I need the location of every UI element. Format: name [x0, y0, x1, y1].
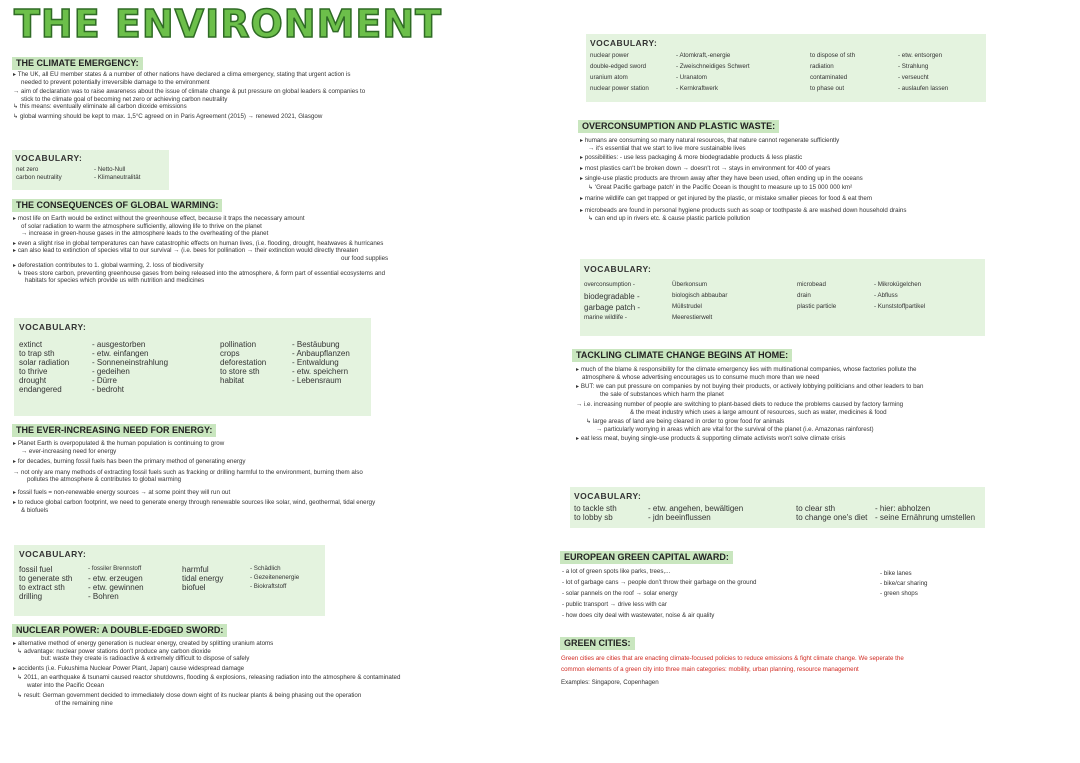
text-line: ▸ humans are consuming so many natural resources, that nature cannot regenerate sufficiently [580, 137, 840, 144]
vocab-translation: - Strahlung [898, 63, 929, 70]
vocab-translation: - auslaufen lassen [898, 85, 949, 92]
vocab-translation: - Biokraftstoff [250, 583, 287, 590]
vocab-de-col [676, 52, 750, 96]
vocab-term: to clear sth [796, 504, 836, 513]
vocab-translation: - gedeihen [92, 367, 130, 376]
vocab-term: net zero [16, 166, 39, 173]
vocab-en-col-2 [810, 52, 855, 96]
text-line: ↳ trees store carbon, preventing greenhouse gases from being released into the atmosphere, & form part of essential ecosystems and [17, 269, 386, 277]
text-line: ▸ The UK, all EU member states & a number of other nations have declared a clima emergency, stating that urgent action is [13, 71, 351, 78]
nuclear-heading: NUCLEAR POWER: A DOUBLE-EDGED SWORD: [12, 624, 227, 637]
text-line: needed to prevent potentially irreversible damage to the environment [21, 78, 210, 86]
vocab-translation: Müllstrudel [672, 303, 702, 310]
text-line: & the meat industry which uses a large amount of resources, such as water, medicines & food [630, 408, 887, 416]
text-line: ↳ 'Great Pacific garbage patch' in the Pacific Ocean is thought to measure up to 15 000 000 km² [588, 183, 853, 191]
vocab-en-col [590, 52, 649, 96]
vocab-term: to store sth [220, 367, 260, 376]
list-item: - green shops [880, 590, 918, 597]
vocab-translation: - seine Ernährung umstellen [875, 513, 976, 522]
vocab-term: radiation [810, 63, 834, 70]
vocab-term: extinct [19, 340, 43, 349]
text-line: → not only are many methods of extracting fossil fuels such as fracking or drilling harmful to the environment, burning them also [13, 468, 363, 476]
vocab-term: to thrive [19, 367, 48, 376]
vocab-translation: - Kunststoffpartikel [874, 303, 926, 310]
vocab-translation: - fossiler Brennstoff [88, 565, 142, 572]
vocab-term: harmful [182, 565, 209, 574]
vocab-term: nuclear power station [590, 85, 649, 92]
vocab-title: VOCABULARY: [15, 153, 83, 163]
overconsumption-text [580, 137, 906, 223]
text-line: → aim of declaration was to raise awareness about the issue of climate change & put pressure on global leaders & companies to [13, 88, 366, 95]
vocab-term: garbage patch - [584, 303, 641, 312]
vocab-en-col-2 [797, 281, 836, 314]
vocab-translation: - jdn beeinflussen [648, 513, 711, 522]
vocab-term: solar radiation [19, 358, 70, 367]
vocab-term: to dispose of sth [810, 52, 856, 59]
text-line: ▸ deforestation contributes to 1. global warming, 2. loss of biodiversity [13, 262, 204, 269]
green-cities-text [561, 655, 904, 687]
text-line: ▸ even a slight rise in global temperatures can have catastrophic effects on human lives, (i.e. flooding, drought, heatwaves & hurricanes [13, 239, 384, 247]
text-line: Green cities are cities that are enacting climate-focused policies to reduce emissions & fight climate change. We seperate the [561, 655, 904, 662]
vocab-term: to lobby sb [574, 513, 613, 522]
egca-text [562, 568, 757, 623]
vocab-translation: - etw. angehen, bewältigen [648, 504, 744, 513]
vocab-de-col-2 [898, 52, 948, 96]
vocab-de-col [88, 565, 144, 601]
text-line: of solar radiation to warm the atmosphere sufficiently, allowing life to thrive on the planet [21, 222, 262, 230]
vocab-title: VOCABULARY: [19, 322, 87, 332]
vocab-term: plastic particle [797, 303, 837, 310]
text-line: ▸ most life on Earth would be extinct without the greenhouse effect, because it traps the necessary amount [13, 215, 305, 222]
vocab-term: nuclear power [590, 52, 629, 59]
text-line: ▸ for decades, burning fossil fuels has been the primary method of generating energy [13, 458, 246, 465]
page-title: THE ENVIRONMENT [14, 2, 443, 46]
vocab-en-col [19, 565, 72, 601]
energy-heading: THE EVER-INCREASING NEED FOR ENERGY: [12, 424, 216, 437]
text-line: atmosphere & whose advertising encourages us to consume much more than we need [582, 373, 820, 381]
vocab-term: drought [19, 376, 47, 385]
vocab-en-col [574, 504, 617, 522]
vocab-term: microbead [797, 281, 826, 288]
vocab-translation: - Uranatom [676, 74, 707, 81]
vocab-de-col [92, 340, 168, 394]
text-line: of the remaining nine [55, 699, 113, 707]
vocab-de-col [672, 281, 727, 325]
nuclear-text [13, 640, 400, 707]
vocab-de-col-2 [292, 340, 350, 385]
vocab-translation: - Dürre [92, 376, 117, 385]
vocab-translation: - Zweischneidiges Schwert [676, 63, 750, 70]
text-line: ↳ result: German government decided to immediately close down eight of its nuclear plants & being phasing out the operation [17, 692, 362, 699]
vocab-translation: - etw. einfangen [92, 349, 149, 358]
vocab-translation: - Sonneneinstrahlung [92, 358, 169, 367]
text-line: ↳ global warming should be kept to max. 1,5°C agreed on in Paris Agreement (2015) → renewed 2021, Glasgow [13, 112, 323, 120]
vocab-term: drilling [19, 592, 43, 601]
vocab-translation: - Gezeitenenergie [250, 574, 300, 581]
vocab-en-col-2 [182, 565, 223, 592]
text-line: ▸ to reduce global carbon footprint, we need to generate energy through renewable sources like solar, wind, geothermal, tidal energy [13, 499, 376, 506]
text-line: & biofuels [21, 506, 49, 514]
text-line: habitats for species which provide us with nutrition and medicines [25, 277, 205, 284]
home-heading: TACKLING CLIMATE CHANGE BEGINS AT HOME: [572, 349, 792, 362]
vocab-term: endangered [19, 385, 62, 394]
text-line: stick to the climate goal of becoming net zero or achieving carbon neutrality [21, 95, 228, 103]
vocab-title: VOCABULARY: [590, 38, 658, 48]
vocab-translation: - Bestäubung [292, 340, 340, 349]
vocab-translation: - etw. entsorgen [898, 52, 943, 59]
vocab-term: to trap sth [19, 349, 55, 358]
vocab-translation: - Bohren [88, 592, 119, 601]
list-item: - lot of garbage cans → people don't throw their garbage on the ground [562, 579, 757, 586]
vocab-translation: - bedroht [92, 385, 125, 394]
vocab-box-energy [14, 545, 325, 616]
text-line: ▸ Planet Earth is overpopulated & the human population is continuing to grow [13, 440, 225, 447]
text-line: common elements of a green city into three main categories: mobility, urban planning, resource management [561, 666, 859, 673]
vocab-title: VOCABULARY: [19, 549, 87, 559]
text-line: ▸ BUT: we can put pressure on companies by not buying their products, or actively lobbying politicians and other leaders to ban [576, 383, 924, 390]
vocab-de-col-2 [874, 281, 925, 314]
vocab-translation: - Atomkraft,-energie [676, 52, 731, 59]
vocab-translation: - Klimaneutralität [94, 173, 141, 181]
overconsumption-heading: OVERCONSUMPTION AND PLASTIC WASTE: [578, 120, 779, 133]
vocab-term: crops [220, 349, 240, 358]
text-line: → i.e. increasing number of people are switching to plant-based diets to reduce the problems caused by factory farming [576, 401, 904, 408]
vocab-box-home [570, 487, 985, 528]
text-line: ↳ this means: eventually eliminate all carbon dioxide emissions [13, 103, 187, 110]
text-line: ▸ fossil fuels = non-renewable energy sources → at some point they will run out [13, 488, 231, 496]
vocab-term: deforestation [220, 358, 267, 367]
text-line: → ever-increasing need for energy [21, 447, 117, 455]
vocab-translation: Meerestierwelt [672, 314, 713, 321]
text-line: → particularly worrying in areas which are vital for the survival of the planet (i.e. Amazonas rainforest) [596, 425, 874, 433]
vocab-de-col-2 [875, 504, 975, 522]
examples-line: Examples: Singapore, Copenhagen [561, 679, 659, 686]
vocab-box-climate [12, 150, 169, 190]
climate-emergency-heading: THE CLIMATE EMERGENCY: [12, 57, 143, 70]
list-item: - how does city deal with wastewater, noise & air quality [562, 612, 715, 619]
vocab-term: contaminated [810, 74, 848, 81]
energy-text [13, 440, 375, 514]
vocab-term: overconsumption - [584, 281, 635, 288]
text-line: → increase in green-house gases in the atmosphere leads to the overheating of the planet [21, 230, 269, 237]
text-line: ↳ large areas of land are being cleared in order to grow food for animals [586, 418, 785, 425]
vocab-term: to phase out [810, 85, 845, 92]
vocab-term: to generate sth [19, 574, 73, 583]
vocab-translation: - hier: abholzen [875, 504, 931, 513]
text-line: ▸ possibilities: - use less packaging & more biodegradable products & less plastic [580, 154, 803, 161]
vocab-term: biodegradable - [584, 292, 640, 301]
list-item: - bike lanes [880, 570, 912, 577]
text-line: pollutes the atmosphere & contributes to global warming [27, 476, 182, 483]
egca-heading: EUROPEAN GREEN CAPITAL AWARD: [560, 551, 733, 564]
vocab-box-overconsumption [580, 259, 985, 336]
vocab-box-global-warming [14, 318, 371, 416]
vocab-en-col [19, 340, 69, 394]
text-line: ▸ marine wildlife can get trapped or get injured by the plastic, or mistake smaller pieces for food & eat them [580, 195, 872, 202]
vocab-en-col [16, 166, 62, 181]
list-item: - a lot of green spots like parks, trees,... [562, 568, 671, 575]
text-line: ↳ advantage: nuclear power stations don't produce any carbon dioxide [17, 647, 211, 655]
vocab-translation: - Mikrokügelchen [874, 281, 922, 288]
vocab-de-col [94, 166, 140, 181]
vocab-translation: - verseucht [898, 74, 929, 81]
climate-emergency-text [13, 71, 365, 120]
vocab-term: biofuel [182, 583, 206, 592]
vocab-title: VOCABULARY: [584, 264, 652, 274]
vocab-term: to change one's diet [796, 513, 868, 522]
vocab-translation: - Kernkraftwerk [676, 85, 718, 92]
text-line: our food supplies [341, 254, 389, 262]
list-item: - public transport → drive less with car [562, 601, 667, 608]
vocab-term: fossil fuel [19, 565, 53, 574]
vocab-en-col-2 [796, 504, 867, 522]
vocab-title: VOCABULARY: [574, 491, 642, 501]
vocab-term: marine wildlife - [584, 314, 627, 321]
vocab-de-col [648, 504, 743, 522]
text-line: → it's essential that we start to live more sustainable lives [588, 144, 746, 152]
home-text [576, 366, 923, 443]
vocab-translation: - ausgestorben [92, 340, 146, 349]
vocab-term: pollination [220, 340, 257, 349]
text-line: but: waste they create is radioactive & extremely difficult to dispose of safely [41, 655, 250, 662]
vocab-de-col-2 [250, 565, 299, 592]
vocab-translation: - Anbaupflanzen [292, 349, 350, 358]
vocab-term: to tackle sth [574, 504, 617, 513]
text-line: ▸ can also lead to extinction of species vital to our survival → (i.e. bees for pollination → their extinction would directly threaten [13, 247, 359, 254]
vocab-term: uranium atom [590, 74, 628, 81]
vocab-term: to extract sth [19, 583, 65, 592]
vocab-translation: - Schädlich [250, 565, 281, 572]
text-line: ↳ 2011, an earthquake & tsunami caused reactor shutdowns, flooding & explosions, releasing radiation into the atmosphere & contaminated [17, 674, 401, 681]
vocab-term: carbon neutrality [16, 173, 62, 181]
vocab-translation: - Entwaldung [292, 358, 339, 367]
vocab-translation: - Abfluss [874, 292, 898, 299]
global-warming-text [13, 215, 388, 285]
text-line: ▸ most plastics can't be broken down → doesn't rot → stays in environment for 400 of years [580, 164, 831, 172]
vocab-term: habitat [220, 376, 245, 385]
vocab-translation: - Lebensraum [292, 376, 342, 385]
global-warming-heading: THE CONSEQUENCES OF GLOBAL WARMING: [12, 199, 222, 212]
text-line: ▸ microbeads are found in personal hygiene products such as soap or toothpaste & are washed down household drains [580, 206, 907, 214]
vocab-term: double-edged sword [590, 63, 647, 70]
vocab-translation: Überkonsum [672, 281, 708, 288]
vocab-en-col-2 [220, 340, 266, 385]
vocab-translation: - Netto-Null [94, 166, 126, 173]
text-line: ↳ can end up in rivers etc. & cause plastic particle pollution [588, 215, 751, 222]
vocab-en-col [584, 281, 640, 325]
vocab-term: drain [797, 292, 811, 299]
vocab-translation: - etw. speichern [292, 367, 349, 376]
egca-text-2 [880, 570, 927, 600]
green-cities-heading: GREEN CITIES: [560, 637, 635, 650]
list-item: - bike/car sharing [880, 580, 928, 587]
text-line: ▸ alternative method of energy generation is nuclear energy, created by splitting uranium atoms [13, 640, 274, 647]
vocab-translation: - etw. gewinnen [88, 583, 144, 592]
text-line: ▸ much of the blame & responsibility for the climate emergency lies with multinational companies, whose factories pollute the [576, 366, 917, 373]
text-line: the sale of substances which harm the planet [600, 390, 724, 398]
text-line: ▸ single-use plastic products are thrown away after they have been used, often ending up in the oceans [580, 175, 863, 182]
list-item: - solar pannels on the roof → solar energy [562, 590, 678, 597]
vocab-term: tidal energy [182, 574, 224, 583]
vocab-translation: - etw. erzeugen [88, 574, 143, 583]
vocab-box-nuclear [586, 34, 986, 102]
text-line: ▸ accidents (i.e. Fukushima Nuclear Power Plant, Japan) cause widespread damage [13, 664, 245, 672]
text-line: ▸ eat less meat, buying single-use products & supporting climate activists won't solve climate crisis [576, 435, 846, 442]
text-line: water into the Pacific Ocean [27, 681, 105, 689]
vocab-translation: biologisch abbaubar [672, 292, 728, 299]
